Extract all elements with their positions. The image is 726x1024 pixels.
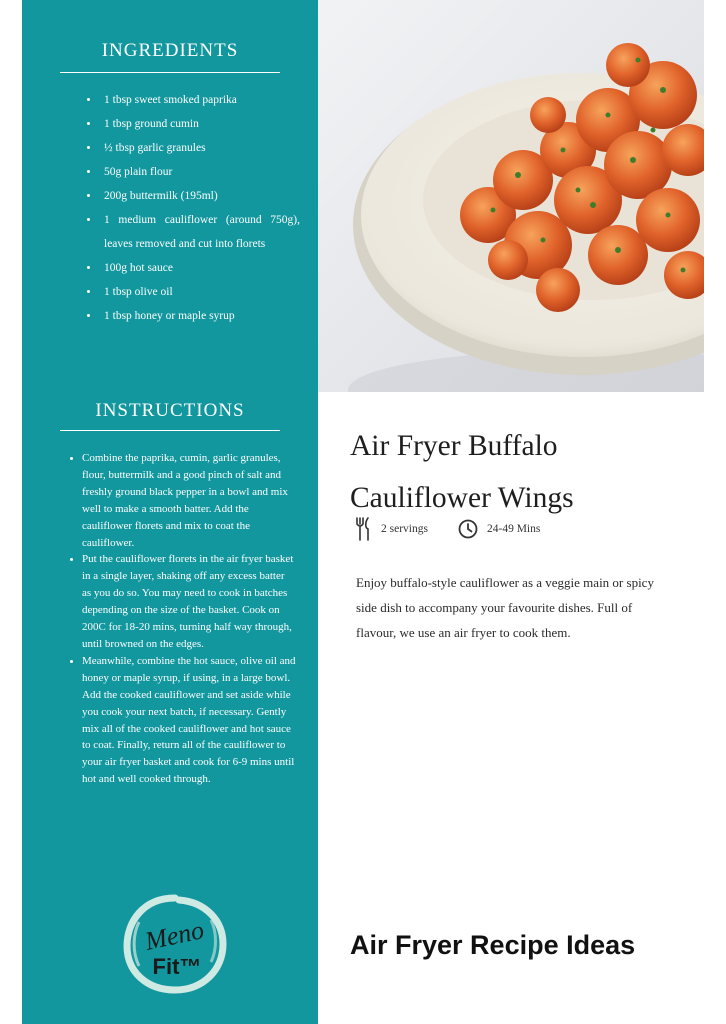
ingredient-item: • 200g buttermilk (195ml): [100, 184, 300, 208]
ingredient-item: • 1 tbsp sweet smoked paprika: [100, 88, 300, 112]
svg-text:Meno: Meno: [142, 915, 207, 956]
recipe-title: [350, 420, 680, 524]
instructions-divider: [60, 430, 280, 431]
ingredients-heading: INGREDIENTS: [101, 40, 239, 61]
recipe-photo: [318, 0, 704, 392]
ingredient-item: • 1 tbsp honey or maple syrup: [100, 304, 300, 328]
time-text: 24-49 Mins: [487, 523, 541, 535]
ingredient-item: • 1 medium cauliflower (around 750g), leaves removed and cut into florets: [100, 208, 300, 256]
svg-text:Fit™: Fit™: [152, 954, 202, 979]
ingredient-item: • 1 tbsp olive oil: [100, 280, 300, 304]
instruction-step: • Put the cauliflower florets in the air fryer basket in a single layer, shaking off any excess batter as you do so. You may need to cook in batches depending on the size of the basket. Cook on 200C for 18-20 mins, turning half way through, until browned on the edges.: [82, 551, 296, 652]
recipe-title-line1: Air Fryer Buffalo: [350, 430, 558, 462]
ingredient-item: • ½ tbsp garlic granules: [100, 136, 300, 160]
ingredient-item: • 1 tbsp ground cumin: [100, 112, 300, 136]
menofit-logo: [119, 892, 231, 996]
ingredients-divider: [60, 72, 280, 73]
instructions-list: [66, 450, 296, 788]
sidebar: [22, 0, 318, 1024]
cauliflower-plate-image: [318, 0, 704, 392]
instructions-heading: INSTRUCTIONS: [95, 400, 245, 421]
recipe-intro: Enjoy buffalo-style cauliflower as a veggie main or spicy side dish to accompany your favourite dishes. Full of flavour, we use an air fryer to cook them.: [356, 575, 654, 640]
instruction-step: • Meanwhile, combine the hot sauce, olive oil and honey or maple syrup, if using, in a large bowl. Add the cooked cauliflower and set aside while you cook your next batch, if necessary. Gently mix all of the cooked cauliflower and hot sauce to coat. Finally, return all of the cauliflower to your air fryer basket and cook for 6-9 mins until hot and well cooked through.: [82, 653, 296, 788]
clock-icon: [458, 519, 478, 539]
instruction-step: • Combine the paprika, cumin, garlic granules, flour, buttermilk and a good pinch of salt and freshly ground black pepper in a bowl and mix well to make a smooth batter. Add the cauliflower florets and mix to coat the cauliflower.: [82, 450, 296, 551]
ingredient-item: • 100g hot sauce: [100, 256, 300, 280]
servings-text: 2 servings: [381, 523, 428, 535]
cutlery-icon: [354, 516, 372, 542]
ingredients-list: [84, 88, 300, 328]
recipe-title-line2: Cauliflower Wings: [350, 482, 574, 514]
servings-info: [354, 516, 428, 542]
footer-title: Air Fryer Recipe Ideas: [350, 930, 636, 960]
ingredient-item: • 50g plain flour: [100, 160, 300, 184]
time-info: [458, 516, 540, 542]
